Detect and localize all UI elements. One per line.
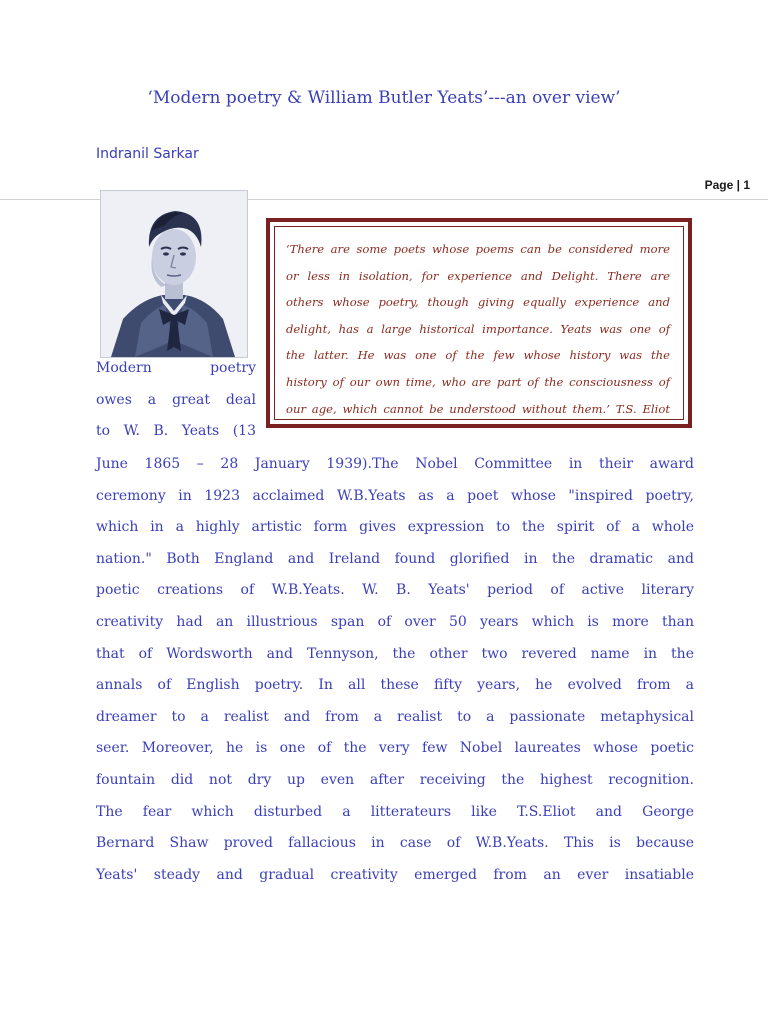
body-line: which in a highly artistic form gives expression to the spirit of a whole xyxy=(96,519,694,536)
quote-line: others whose poetry, though giving equally experience and xyxy=(286,295,670,310)
quote-text xyxy=(286,236,670,422)
body-line: dreamer to a realist and from a realist to a passionate metaphysical xyxy=(96,708,694,725)
body-line: creativity had an illustrious span of over 50 years which is more than xyxy=(96,613,694,630)
eliot-quote-box xyxy=(266,218,692,428)
yeats-portrait-image xyxy=(100,190,248,358)
author-name: Indranil Sarkar xyxy=(96,146,199,162)
document-title: ‘Modern poetry & William Butler Yeats’---an over view’ xyxy=(147,88,621,108)
body-line: poetic creations of W.B.Yeats. W. B. Yeats' period of active literary xyxy=(96,582,694,599)
quote-line: ‘There are some poets whose poems can be considered more xyxy=(286,242,670,256)
quote-line: or less in isolation, for experience and Delight. There are xyxy=(286,268,670,283)
body-line: to W. B. Yeats (13 xyxy=(96,423,256,440)
body-line: seer. Moreover, he is one of the very few Nobel laureates whose poetic xyxy=(96,740,694,757)
quote-line: delight, has a large historical importance. Yeats was one of xyxy=(286,321,670,336)
page-number: Page | 1 xyxy=(704,178,750,192)
body-line: Yeats' steady and gradual creativity emerged from an ever insatiable xyxy=(96,866,694,883)
body-line: Modern poetry xyxy=(96,360,256,376)
body-line: fountain did not dry up even after receiving the highest recognition. xyxy=(96,771,694,788)
body-line: Bernard Shaw proved fallacious in case of W.B.Yeats. This is because xyxy=(96,835,694,852)
quote-line: the latter. He was one of the few whose history was the xyxy=(286,348,670,363)
body-line: June 1865 – 28 January 1939).The Nobel Committee in their award xyxy=(96,456,694,472)
quote-line: history of our own time, who are part of the consciousness of xyxy=(286,374,670,389)
body-line: nation." Both England and Ireland found glorified in the dramatic and xyxy=(96,550,694,567)
body-line: ceremony in 1923 acclaimed W.B.Yeats as a poet whose "inspired poetry, xyxy=(96,487,694,504)
body-line: annals of English poetry. In all these fifty years, he evolved from a xyxy=(96,677,694,694)
quote-line: our age, which cannot be understood without them.’ T.S. Eliot xyxy=(286,401,670,416)
body-line: that of Wordsworth and Tennyson, the other two revered name in the xyxy=(96,645,694,662)
body-narrow-column xyxy=(96,353,256,448)
body-line: owes a great deal xyxy=(96,391,256,408)
body-line: The fear which disturbed a litterateurs like T.S.Eliot and George xyxy=(96,803,694,820)
body-paragraph xyxy=(96,449,694,891)
